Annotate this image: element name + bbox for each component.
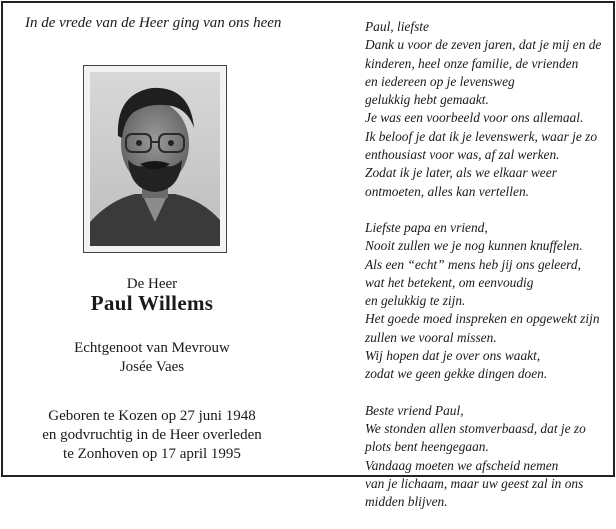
poem-line: Dank u voor de zeven jaren, dat je mij en de (365, 37, 602, 53)
poem-line: Als een “echt” mens heb jij ons geleerd, (365, 256, 581, 272)
poem-stanza-3 (365, 402, 613, 512)
poem (365, 18, 613, 529)
poem-line: Je was een voorbeeld voor ons allemaal. (365, 110, 584, 126)
deceased-title: De Heer (126, 276, 178, 292)
date-line: en godvruchtig in de Heer overleden (42, 427, 262, 443)
header-text: In de vrede van de Heer ging van ons heen (25, 15, 282, 31)
poem-line: Liefste papa en vriend, (365, 219, 488, 235)
poem-line: en iedereen op je levensweg (365, 73, 515, 89)
poem-line: Zodat ik je later, als we elkaar weer (365, 165, 557, 181)
memorial-card (1, 1, 615, 510)
poem-line: zodat we geen gekke dingen doen. (365, 366, 548, 382)
spouse-line: Josée Vaes (119, 359, 185, 375)
poem-line: Beste vriend Paul, (365, 402, 464, 418)
poem-line: enthousiast voor was, af zal werken. (365, 147, 560, 163)
poem-line: Ik beloof je dat ik je levenswerk, waar je zo (365, 128, 598, 144)
poem-line: zullen we vooral missen. (365, 329, 497, 345)
poem-line: ontmoeten, alles kan vertellen. (365, 183, 529, 199)
poem-line: Het goede moed inspreken en opgewekt zijn (365, 311, 600, 327)
poem-stanza-2 (365, 219, 613, 384)
spouse-info (3, 339, 301, 377)
poem-line: Paul, liefste (365, 19, 429, 34)
portrait-photo (90, 72, 220, 246)
poem-line: plots bent heengegaan. (365, 439, 489, 455)
poem-stanza-1 (365, 18, 613, 201)
date-line: Geboren te Kozen op 27 juni 1948 (48, 408, 256, 424)
date-line: te Zonhoven op 17 april 1995 (63, 446, 241, 462)
poem-line: en gelukkig te zijn. (365, 293, 466, 309)
life-dates (3, 407, 301, 464)
poem-line: We stonden allen stomverbaasd, dat je zo (365, 420, 586, 436)
spouse-line: Echtgenoot van Mevrouw (74, 340, 230, 356)
poem-line: Nooit zullen we je nog kunnen knuffelen. (365, 238, 583, 254)
poem-line: wat het betekent, om eenvoudig (365, 274, 534, 290)
poem-line: kinderen, heel onze familie, de vrienden (365, 55, 579, 71)
poem-line: van je lichaam, maar uw geest zal in ons (365, 475, 584, 491)
poem-line: midden blijven. (365, 494, 448, 510)
poem-line: Wij hopen dat je over ons waakt, (365, 348, 541, 364)
poem-line: gelukkig hebt gemaakt. (365, 92, 489, 108)
deceased-name: Paul Willems (90, 291, 214, 315)
portrait-photo-frame (83, 65, 227, 253)
poem-line: Vandaag moeten we afscheid nemen (365, 457, 559, 473)
